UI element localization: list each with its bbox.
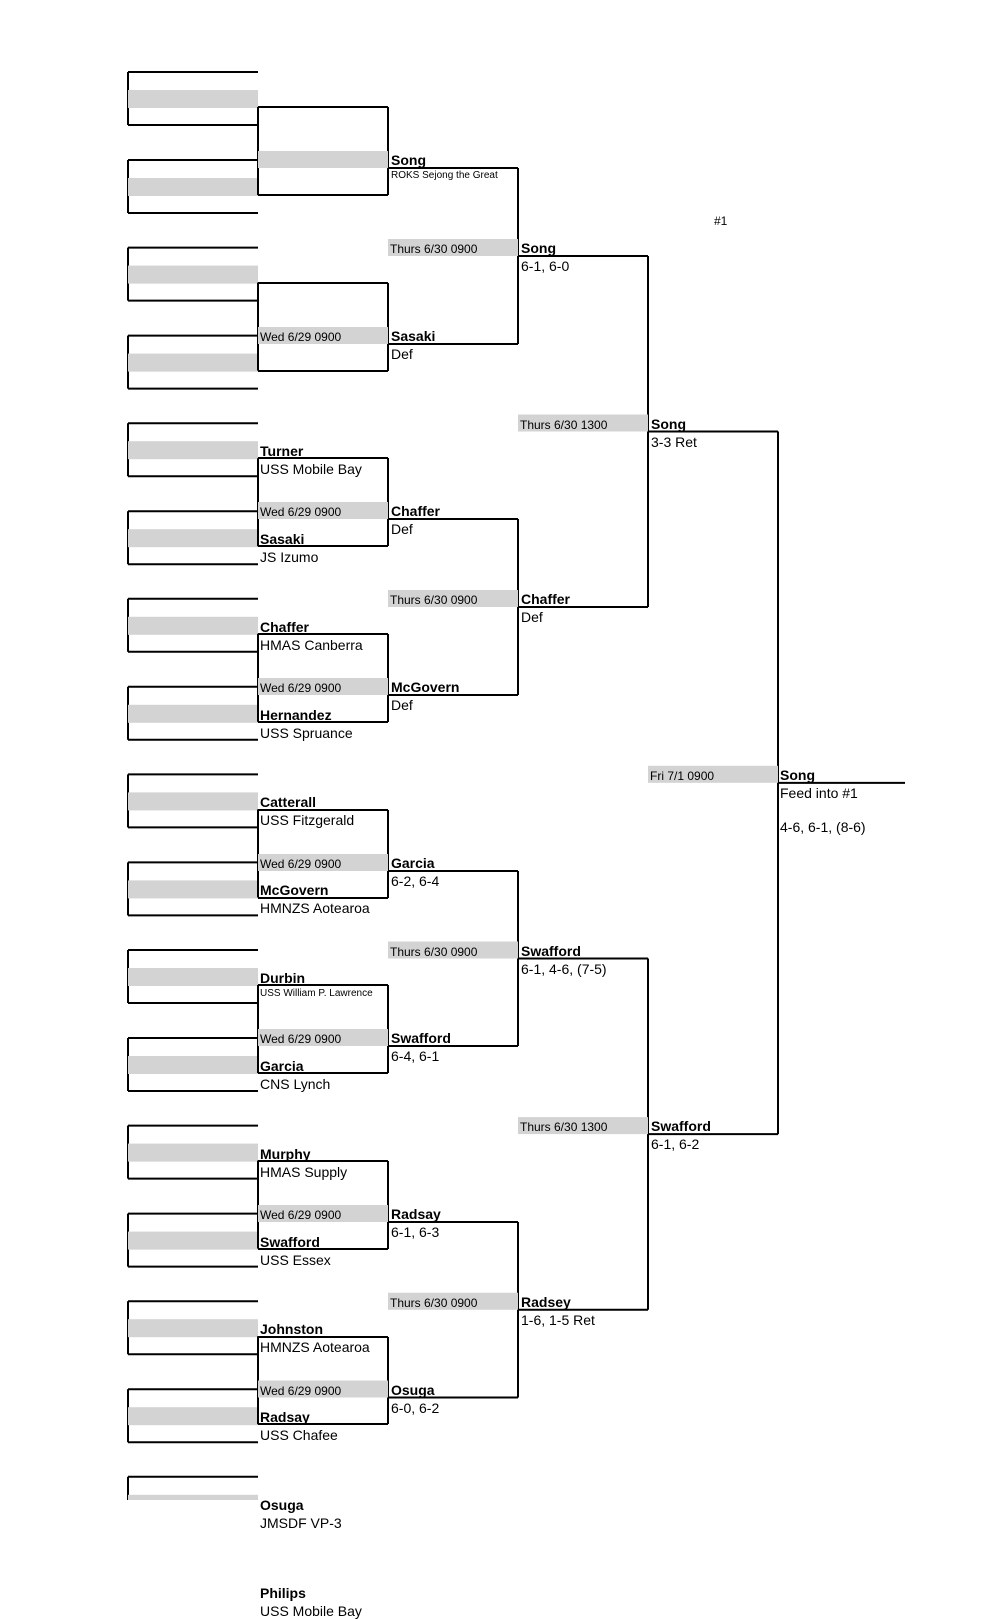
- round1-slot-shade: [128, 1319, 258, 1337]
- match-result: Def: [391, 697, 413, 713]
- winner-name: Swafford: [391, 1030, 451, 1046]
- match-result: 3-3 Ret: [651, 433, 697, 450]
- player-name: Swafford: [260, 1233, 320, 1250]
- player-unit: HMNZS Aotearoa: [260, 1339, 370, 1356]
- match-result: Def: [391, 346, 413, 362]
- winner-name: McGovern: [391, 679, 460, 695]
- player-unit: USS Spruance: [260, 724, 353, 741]
- champion-score: 4-6, 6-1, (8-6): [780, 818, 866, 835]
- winner-name: Chaffer: [391, 503, 441, 519]
- match-result: 1-6, 1-5 Ret: [521, 1311, 595, 1328]
- round1-slot-shade: [128, 1144, 258, 1162]
- round1-slot-shade: [128, 1407, 258, 1425]
- match-result: 6-2, 6-4: [391, 873, 440, 889]
- match-result: 6-4, 6-1: [391, 1048, 440, 1064]
- player-unit: JS Izumo: [260, 549, 319, 566]
- player-name: Philips: [260, 1584, 306, 1601]
- match-date: Wed 6/29 0900: [260, 330, 342, 344]
- winner-name: Garcia: [391, 855, 435, 871]
- player-name: Hernandez: [260, 706, 332, 723]
- round1-slot-shade: [128, 705, 258, 723]
- match-result: 6-1, 6-0: [521, 258, 570, 274]
- player-name: Johnston: [260, 1321, 323, 1338]
- match-date: Wed 6/29 0900: [260, 681, 342, 695]
- match-date: Thurs 6/30 1300: [520, 417, 608, 432]
- match-result: Def: [391, 521, 413, 537]
- winner-name: Radsay: [391, 1206, 441, 1222]
- round1-slot-shade: [128, 617, 258, 635]
- player-name: Chaffer: [260, 618, 310, 635]
- match-result: ROKS Sejong the Great: [391, 170, 498, 181]
- player-unit: USS William P. Lawrence: [260, 988, 373, 999]
- winner-name: Sasaki: [391, 328, 436, 344]
- winner-name: Swafford: [521, 942, 581, 959]
- round2-date-shade: [258, 151, 388, 168]
- match-result: 6-0, 6-2: [391, 1399, 440, 1416]
- player-unit: USS Mobile Bay: [260, 1602, 362, 1619]
- match-date: Thurs 6/30 0900: [390, 1295, 478, 1310]
- player-name: Turner: [260, 443, 304, 460]
- match-date: Thurs 6/30 1300: [520, 1120, 608, 1135]
- match-date: Wed 6/29 0900: [260, 1383, 342, 1398]
- match-date: Wed 6/29 0900: [260, 857, 342, 871]
- round1-slot-shade: [128, 792, 258, 810]
- round1-slot-shade: [128, 1495, 258, 1500]
- player-unit: USS Mobile Bay: [260, 461, 362, 478]
- winner-name: Swafford: [651, 1118, 711, 1135]
- match-date: Thurs 6/30 0900: [390, 593, 478, 607]
- round1-slot-shade: [128, 880, 258, 898]
- player-unit: USS Fitzgerald: [260, 812, 355, 829]
- winner-name: Radsey: [521, 1293, 571, 1310]
- match-date: Wed 6/29 0900: [260, 1208, 342, 1222]
- player-unit: HMNZS Aotearoa: [260, 900, 370, 917]
- player-name: Catterall: [260, 794, 317, 811]
- round1-slot-shade: [128, 90, 258, 108]
- winner-name: Song: [651, 415, 686, 432]
- match-result: Def: [521, 609, 543, 625]
- match-result: 6-1, 6-2: [651, 1136, 700, 1153]
- player-unit: HMAS Supply: [260, 1163, 348, 1180]
- winner-name: Chaffer: [521, 591, 571, 607]
- player-name: Durbin: [260, 970, 306, 986]
- player-name: Sasaki: [260, 531, 305, 548]
- bracket-marker: #1: [714, 214, 728, 228]
- match-date: Thurs 6/30 0900: [390, 944, 478, 959]
- round1-slot-shade: [128, 968, 258, 986]
- match-date: Fri 7/1 0900: [650, 768, 715, 783]
- match-date: Wed 6/29 0900: [260, 1032, 342, 1046]
- match-result: 6-1, 4-6, (7-5): [521, 960, 607, 977]
- round1-slot-shade: [128, 441, 258, 459]
- round1-slot-shade: [128, 529, 258, 547]
- round1-slot-shade: [128, 1232, 258, 1250]
- winner-name: Song: [391, 152, 426, 168]
- winner-name: Osuga: [391, 1381, 435, 1398]
- round1-slot-shade: [128, 1056, 258, 1074]
- player-unit: USS Chafee: [260, 1427, 338, 1444]
- round1-slot-shade: [128, 178, 258, 196]
- player-unit: JMSDF VP-3: [260, 1514, 342, 1531]
- player-unit: USS Essex: [260, 1251, 331, 1268]
- round1-slot-shade: [128, 266, 258, 284]
- match-result: 6-1, 6-3: [391, 1224, 440, 1240]
- champion-name: Song: [780, 766, 815, 783]
- player-unit: CNS Lynch: [260, 1076, 331, 1092]
- player-name: McGovern: [260, 882, 329, 899]
- match-date: Thurs 6/30 0900: [390, 242, 478, 256]
- player-name: Radsay: [260, 1409, 310, 1426]
- round1-slot-shade: [128, 354, 258, 372]
- player-name: Garcia: [260, 1058, 304, 1074]
- champion-note: Feed into #1: [780, 784, 858, 801]
- player-name: Osuga: [260, 1496, 304, 1513]
- player-unit: HMAS Canberra: [260, 636, 363, 653]
- match-date: Wed 6/29 0900: [260, 505, 342, 519]
- player-name: Murphy: [260, 1145, 311, 1162]
- winner-name: Song: [521, 240, 556, 256]
